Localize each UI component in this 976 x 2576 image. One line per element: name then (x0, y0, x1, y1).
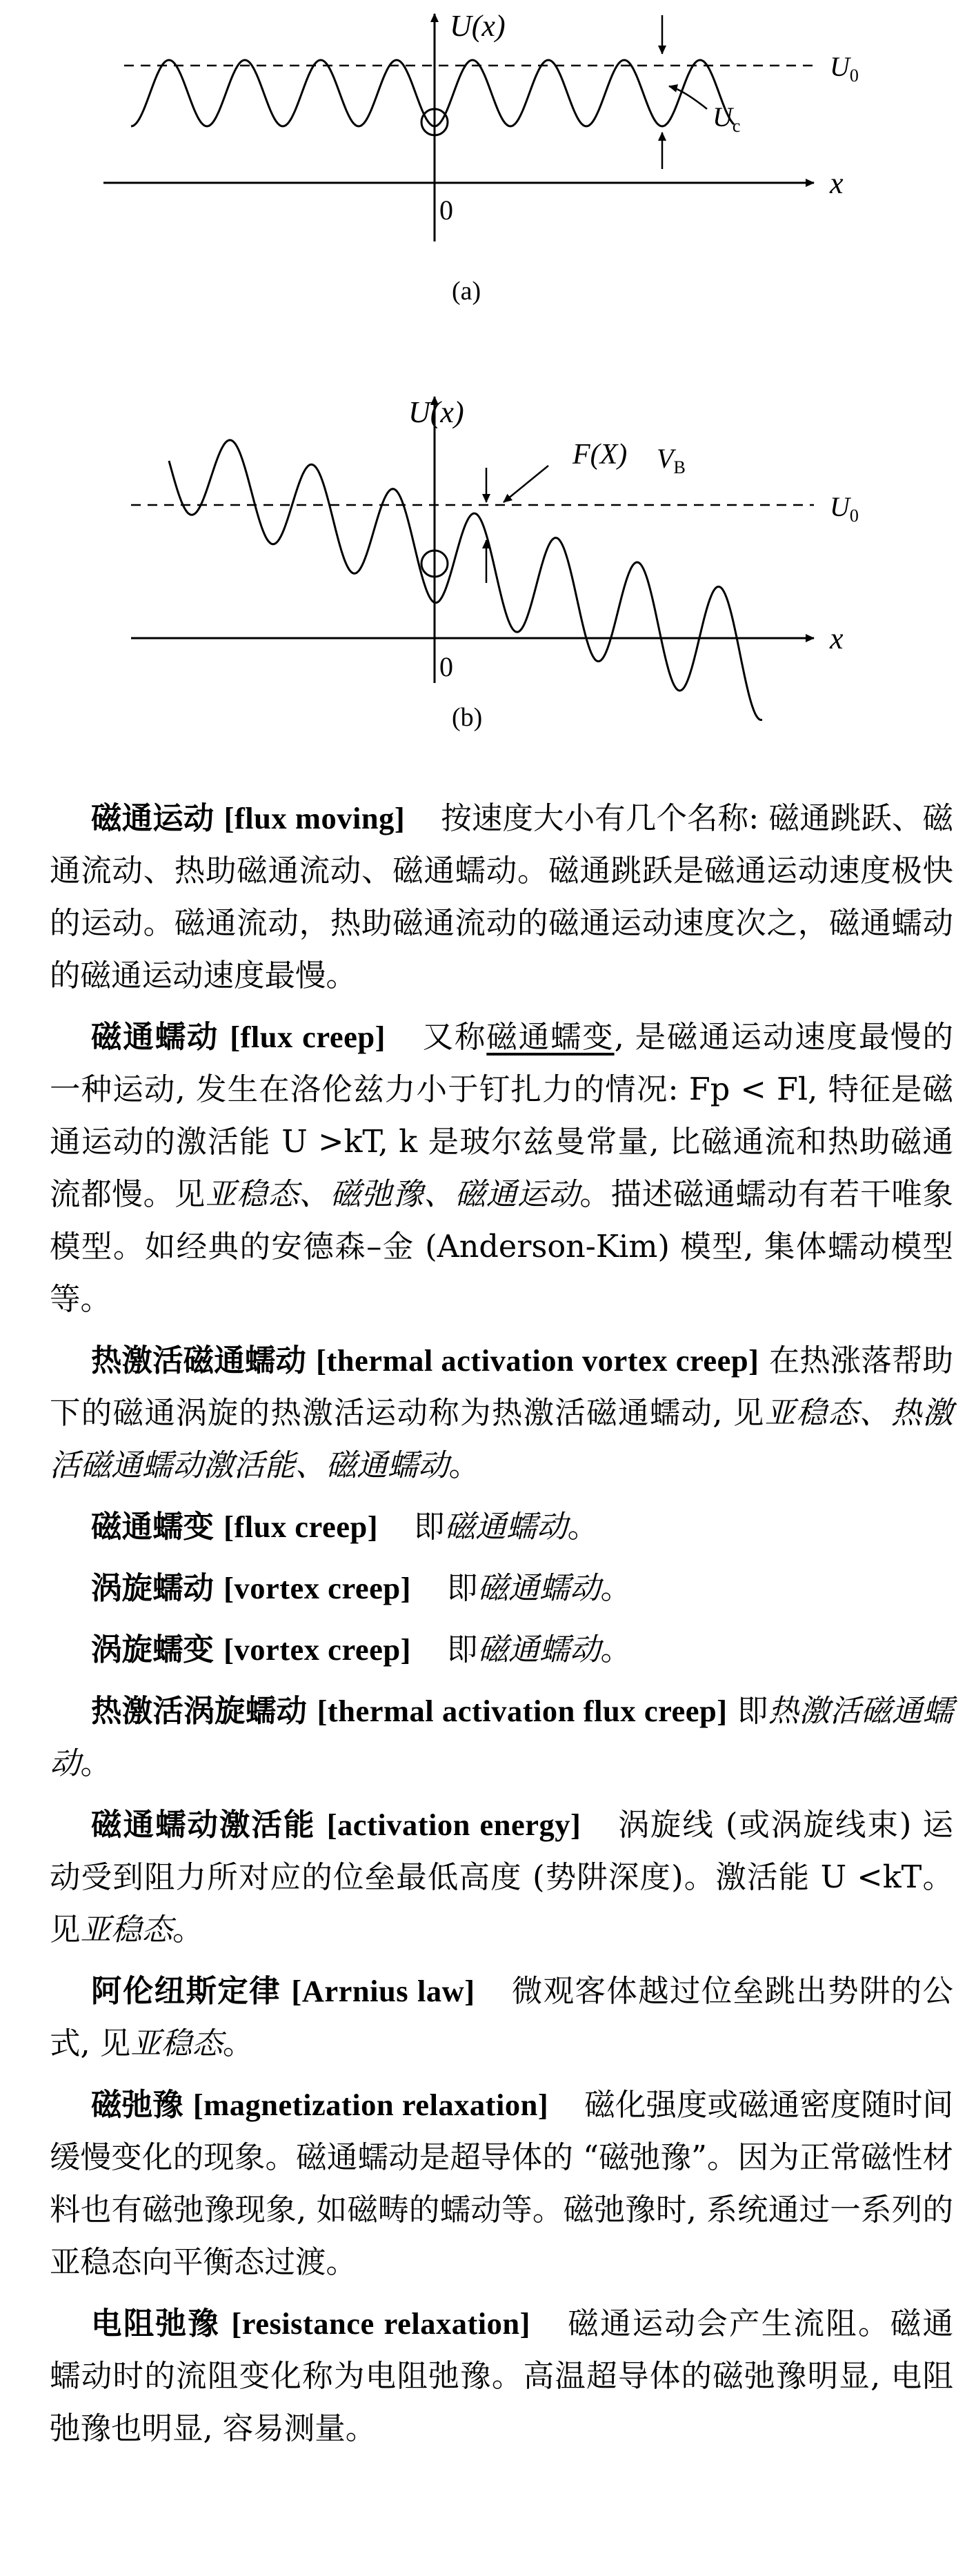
y-axis-label: U(x) (450, 9, 506, 43)
y-axis-label: U(x) (408, 395, 464, 429)
entry-alias: 磁通蠕变 (486, 1020, 615, 1055)
entry-resistance-relaxation (50, 2297, 953, 2455)
fx-label: F(X) (572, 439, 628, 470)
uc-label: $U_c$ (713, 101, 741, 136)
origin-label: 0 (439, 195, 453, 226)
entry-term: 热激活涡旋蠕动 (91, 1694, 308, 1729)
vb-label: $V_B$ (657, 443, 686, 477)
entry-text-2: 。 (600, 1571, 632, 1606)
entry-english: [activation energy] (326, 1807, 581, 1842)
entry-english: [magnetization relaxation] (192, 2088, 549, 2122)
fx-pointer-arrow (504, 466, 548, 502)
entry-arrhenius-law (50, 1965, 953, 2070)
entry-term: 磁通运动 (91, 801, 215, 836)
tilted-potential-curve (169, 440, 762, 720)
entry-vortex-creep (50, 1562, 953, 1615)
origin-label: 0 (439, 651, 453, 682)
entry-text-2: 。 (222, 2026, 254, 2061)
entry-cross-refs: 亚稳态、热激活磁通蠕动激活能、磁通蠕动 (50, 1396, 953, 1483)
u0-label: $U_0$ (830, 491, 859, 526)
entry-term: 磁通蠕动激活能 (91, 1807, 316, 1843)
periodic-potential-curve (131, 60, 734, 126)
entry-english: [vortex creep] (223, 1632, 411, 1667)
entry-cross-refs: 磁通蠕动 (477, 1632, 601, 1667)
entry-vortex-creep-alias (50, 1623, 953, 1676)
entry-term: 磁通蠕变 (91, 1509, 215, 1545)
entry-english: [flux creep] (230, 1020, 386, 1054)
entry-text: 磁化强度或磁通密度随时间缓慢变化的现象。磁通蠕动是超导体的 “磁弛豫”。因为正常磁性材料也有磁弛豫现象, 如磁畴的蠕动等。磁弛豫时, 系统通过一系列的亚稳态向平衡态过渡。 (50, 2088, 953, 2280)
entry-term: 热激活磁通蠕动 (91, 1343, 306, 1378)
u0-label: $U_0$ (830, 51, 859, 86)
figure-b-potential (0, 345, 976, 738)
figure-a-caption-html: (a) (452, 277, 481, 306)
entry-cross-refs: 磁通蠕动 (477, 1571, 601, 1606)
entry-term: 阿伦纽斯定律 (91, 1974, 281, 2009)
entry-text-2: 。描述磁通蠕动有若干唯象模型。如经典的安德森–金 (Anderson-Kim) 模型, 集体蠕动模型等。 (50, 1177, 953, 1317)
uc-pointer-arrow (669, 86, 707, 109)
entry-text: 即 (737, 1694, 768, 1729)
entry-english: [thermal activation vortex creep] (316, 1343, 759, 1378)
entry-english: [flux moving] (223, 801, 406, 835)
entry-flux-creep (50, 1011, 953, 1326)
entry-text: 即 (446, 1632, 478, 1667)
entry-text: 磁通运动会产生流阻。磁通蠕动时的流阻变化称为电阻弛豫。高温超导体的磁弛豫明显, 电阻弛豫也明显, 容易测量。 (50, 2306, 953, 2446)
entry-thermal-activation-flux-creep (50, 1685, 953, 1790)
entry-term: 磁弛豫 (91, 2088, 183, 2123)
figure-b-caption: (b) (452, 703, 483, 732)
entry-activation-energy (50, 1799, 953, 1956)
entry-term: 涡旋蠕动 (91, 1571, 215, 1606)
entry-cross-refs: 磁通蠕动 (444, 1509, 568, 1545)
entry-flux-moving (50, 792, 953, 1002)
entry-text-2: 。 (448, 1448, 480, 1483)
entry-text-pre: 又称 (421, 1020, 487, 1055)
entry-text-2: 。 (600, 1632, 632, 1667)
x-axis-label: x (830, 622, 844, 655)
entry-flux-creep-alias (50, 1500, 953, 1554)
entry-text-2: 。 (80, 1746, 112, 1781)
entry-cross-refs: 热激活磁通蠕动 (50, 1694, 953, 1781)
entry-text-2: 。 (567, 1509, 599, 1545)
entry-english: [thermal activation flux creep] (317, 1694, 728, 1728)
entry-cross-refs: 亚稳态 (130, 2026, 223, 2061)
entry-cross-refs: 亚稳态 (80, 1912, 173, 1948)
entry-text: , 是磁通运动速度最慢的一种运动, 发生在洛伦兹力小于钉扎力的情况: Fp < Fl, 特征是磁通运动的激活能 U >kT, k 是玻尔兹曼常量, 比磁通流和热助磁通流都慢。见 (50, 1020, 953, 1212)
entry-cross-refs: 亚稳态、磁弛豫、磁通运动 (205, 1177, 580, 1212)
figure-a-potential (0, 0, 976, 290)
entry-text: 微观客体越过位垒跳出势阱的公式, 见 (50, 1974, 953, 2061)
glossary-entries (50, 792, 953, 2464)
entry-text: 在热涨落帮助下的磁通涡旋的热激活运动称为热激活磁通蠕动, 见 (50, 1343, 953, 1431)
entry-text: 即 (446, 1571, 478, 1606)
entry-term: 磁通蠕动 (91, 1020, 219, 1055)
entry-magnetization-relaxation (50, 2079, 953, 2289)
entry-text: 即 (414, 1509, 445, 1545)
x-axis-label: x (830, 166, 844, 200)
entry-term: 电阻弛豫 (91, 2306, 221, 2341)
entry-term: 涡旋蠕变 (91, 1632, 215, 1667)
entry-thermal-activation-vortex-creep (50, 1334, 953, 1492)
entry-text-2: 。 (172, 1912, 203, 1948)
entry-english: [Arrnius law] (291, 1974, 475, 2008)
entry-text: 按速度大小有几个名称: 磁通跳跃、磁通流动、热助磁通流动、磁通蠕动。磁通跳跃是磁通运动速度极快的运动。磁通流动，热助磁通流动的磁通运动速度次之，磁通蠕动的磁通运动速度最慢。 (50, 801, 953, 993)
entry-english: [vortex creep] (223, 1571, 411, 1605)
entry-english: [flux creep] (223, 1509, 379, 1544)
entry-text: 涡旋线 (或涡旋线束) 运动受到阻力所对应的位垒最低高度 (势阱深度)。激活能 U <kT。见 (50, 1807, 953, 1948)
entry-english: [resistance relaxation] (231, 2306, 530, 2341)
